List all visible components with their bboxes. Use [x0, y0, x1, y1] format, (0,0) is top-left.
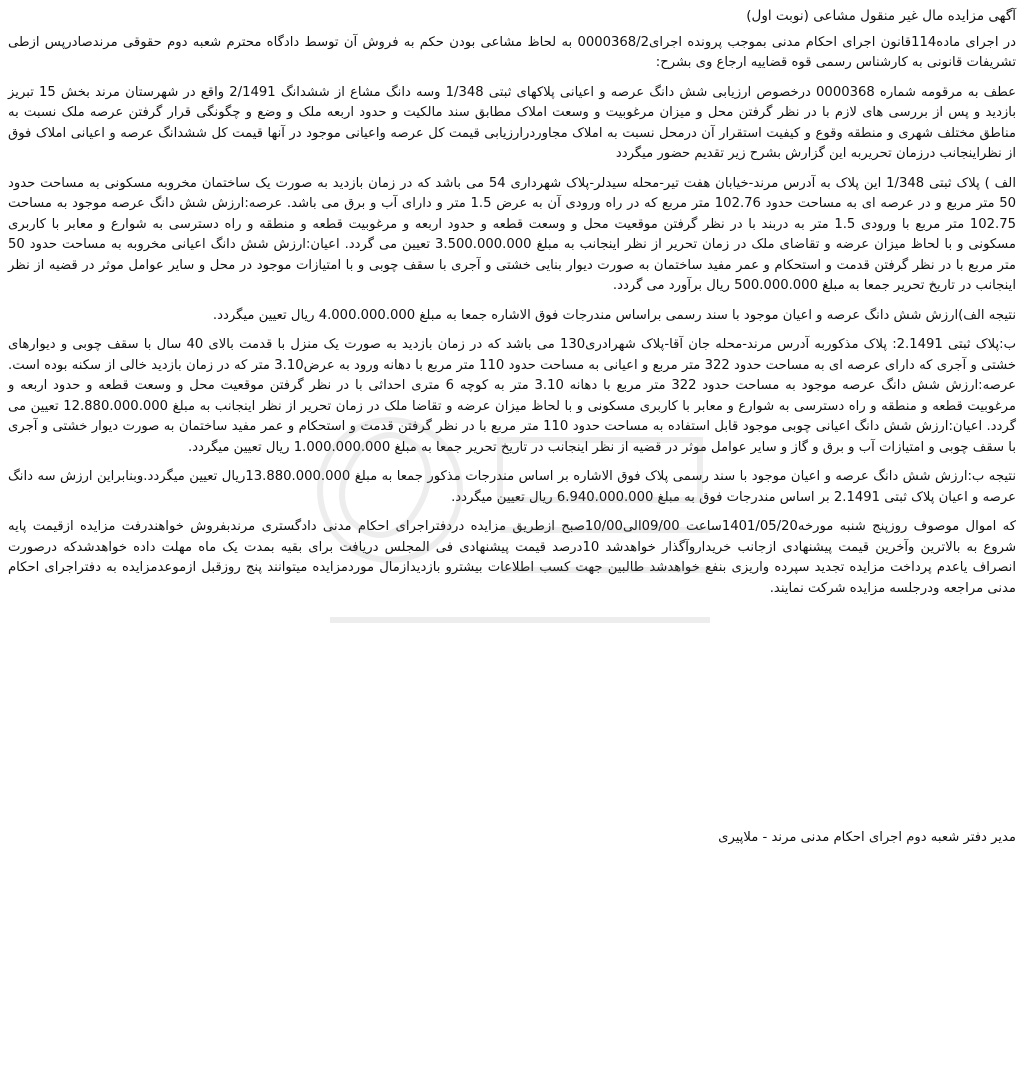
auction-terms-paragraph: که اموال موصوف روزپنج شنبه مورخه1401/05/20ساعت 09/00الی10/00صبح ازطریق مزایده دردفتراجرای احکام مدنی دادگستری مرندبفروش خواهندرفت مزایده ازقیمت پایه شروع به بالاترین وآخرین قیمت پیشنهادی ازجانب خریداروآگذار خواهدشد 10درصد قیمت پیشنهادی فی المجلس دریافت برای بقیه بمدت یک ماه مهلت داده خواهدشدکه درصورت انصراف یاعدم پرداخت مزایده تجدید سپرده واریزی بنفع خواهدشد طالبین جهت کسب اطلاعات بیشترو بازدیدازمال موردمزایده میتوانند پنج روزقبل ازموعدمزایده به دفتراجرای احکام مدنی مراجعه ودرجلسه مزایده شرکت نمایند.: [8, 519, 1017, 596]
notice-title: آگهی مزایده مال غیر منقول مشاعی (نوبت اول): [746, 8, 1016, 24]
plot-b-paragraph: ب:پلاک ثبتی 2.1491: پلاک مذکوربه آدرس مرند-محله جان آقا-پلاک شهرادری130 می باشد که در زمان بازدید به صورت یک منزل با قدمت بالای 40 سال با سقف چوبی و دیوارهای خشتی و آجری که دارای عرصه ای به مساحت حدود 322 متر مربع و اعیانی به مساحت حدود 110 متر مربع با دهانه ورود به عرض3.10 متر که در زمان بازدید خالی از سکنه بوده است. عرصه:ارزش شش دانگ عرصه موجود به مساحت حدود 322 متر مربع با دهانه 3.10 متر به کوچه 6 متری احداثی با در نظر گرفتن موقعیت محل و وسعت قطعه و حدود اربعه و مرغوبیت قطعه و منطقه و راه دسترسی به شوارع و معابر با کاربری مسکونی و با لحاظ میزان عرضه و تقاضا ملک در زمان تحریر از نظر اینجانب به مبلغ 12.880.000.000 تعیین می گردد. اعیان:ارزش شش دانگ اعیانی چوبی موجود قابل استفاده به مساحت حدود 110 متر مربع با در نظر گرفتن قدمت و استحکام و عمر مفید ساختمان به صورت دیوار خشتی و آجری با سقف چوبی و امتیازات آب و برق و گاز و سایر عوامل موثر در قضیه از نظر اینجانب در تاریخ تحریر جمعا به مبلغ 1.000.000.000 ریال تعیین میگردد.: [8, 337, 1017, 455]
plot-a-paragraph: الف ) پلاک ثبتی 1/348 این پلاک به آدرس مرند-خیابان هفت تیر-محله سیدلر-پلاک شهرداری 54 می باشد که در زمان بازدید به صورت یک ساختمان مخروبه مسکونی به مساحت حدود 50 متر مربع و در عرصه ای به مساحت حدود 102.76 متر مربع که در راه ورودی آن به عرض 1.5 متر و دارای آب و برق می باشد. عرصه:ارزش شش دانگ عرصه موجود به مساحت 102.75 متر مربع با ورودی 1.5 متر به دربند با در نظر گرفتن موقعیت محل و وسعت قطعه و حدود اربعه و مرغوبیت قطعه و منطقه و راه دسترسی به شوارع و معابر با کاربری مسکونی و با لحاظ میزان عرضه و تقاضای ملک در زمان تحریر از نظر اینجانب به مبلغ 3.500.000.000 تعیین می گردد. اعیان:ارزش شش دانگ اعیانی مخروبه به مساحت حدود 50 متر مربع با در نظر گرفتن قدمت و استحکام و عمر مفید ساختمان به صورت دیوار بنایی خشتی و آجری با سقف چوبی و با امتیازات موجود در محل و سایر عوامل موثر در قضیه از نظر اینجانب در تاریخ تحریر جمعا به مبلغ 500.000.000 ریال برآورد می گردد.: [8, 175, 1017, 293]
intro-paragraph: در اجرای ماده114قانون اجرای احکام مدنی بموجب پرونده اجرای0000368/2 به لحاظ مشاعی بودن حکم به فروش آن توسط دادگاه محترم شعبه دوم حقوقی مرندصادرپس ازطی تشریفات قانونی به کارشناس رسمی قوه قضاییه ارجاع وی بشرح:: [8, 34, 1016, 70]
signature-line: مدیر دفتر شعبه دوم اجرای احکام مدنی مرند - ملاپیری: [718, 830, 1016, 845]
appraisal-paragraph: عطف به مرقومه شماره 0000368 درخصوص ارزیابی شش دانگ عرصه و اعیانی پلاکهای ثبتی 1/348 وسه دانگ مشاع از ششدانگ 2/1491 واقع در شهرستان مرند بخش 15 تبریز بازدید و پس از بررسی های لازم با در نظر گرفتن محل و میزان مرغوبیت و وسعت املاک مطابق سند مالکیت و حدود اربعه ملک و وضع و چگونگی قرار گرفتن عرصه ملک نسبت به مناطق مختلف شهری و منطقه وقوع و کیفیت استقرار آن درمحل نسبت به املاک مجاوردرارزیابی قیمت کل عرصه واعیانی موجود در آنها قیمت کل ششدانگ عرصه و اعیانی املاک فوق از نظراینجانب درزمان تحریربه این گزارش بشرح زیر تقدیم حضور میگردد: [8, 84, 1016, 161]
result-b-paragraph: نتیجه ب:ارزش شش دانگ عرصه و اعیان موجود با سند رسمی پلاک فوق الاشاره بر اساس مندرجات مذکور جمعا به مبلغ 13.880.000.000ریال تعیین میگردد.وبنابراین ارزش سه دانگ عرصه و اعیان پلاک ثبتی 2.1491 بر اساس مندرجات فوق به مبلغ 6.940.000.000 ریال تعیین میگردد.: [8, 469, 1016, 505]
result-a-paragraph: نتیجه الف)ارزش شش دانگ عرصه و اعیان موجود با سند رسمی براساس مندرجات فوق الاشاره جمعا به مبلغ 4.000.000.000 ریال تعیین میگردد.: [212, 307, 1016, 323]
